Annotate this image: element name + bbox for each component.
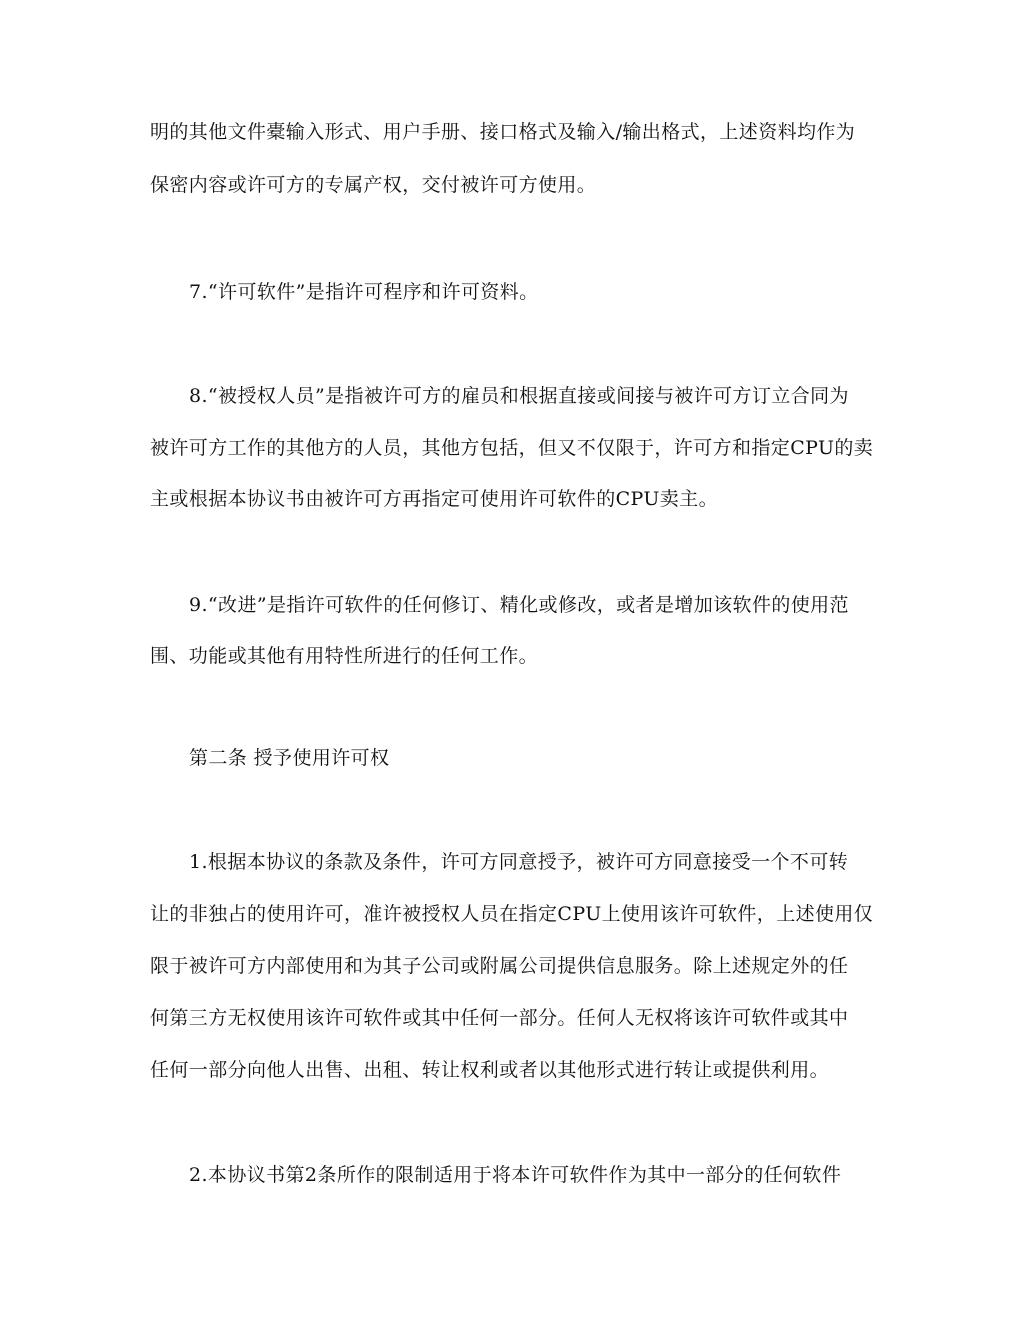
paragraph-line: 任何一部分向他人出售、出租、转让权利或者以其他形式进行转让或提供利用。	[150, 1059, 830, 1081]
paragraph-line: 限于被许可方内部使用和为其子公司或附属公司提供信息服务。除上述规定外的任	[150, 955, 849, 977]
definition-item-7: 7.“许可软件”是指许可程序和许可资料。	[189, 281, 539, 303]
definition-item-8: 8.“被授权人员”是指被许可方的雇员和根据直接或间接与被许可方订立合同为	[189, 385, 849, 407]
clause-item-1: 1.根据本协议的条款及条件，许可方同意授予，被许可方同意接受一个不可转	[189, 851, 849, 873]
definition-item-9: 9.“改进”是指许可软件的任何修订、精化或修改，或者是增加该软件的使用范	[189, 594, 849, 616]
section-heading: 第二条 授予使用许可权	[189, 747, 390, 769]
paragraph-line: 让的非独占的使用许可，准许被授权人员在指定CPU上使用该许可软件，上述使用仅	[150, 903, 874, 925]
paragraph-line: 被许可方工作的其他方的人员，其他方包括，但又不仅限于，许可方和指定CPU的卖	[150, 437, 874, 459]
paragraph-line: 主或根据本协议书由被许可方再指定可使用许可软件的CPU卖主。	[150, 488, 719, 510]
paragraph-line: 围、功能或其他有用特性所进行的任何工作。	[150, 645, 539, 667]
paragraph-line: 保密内容或许可方的专属产权，交付被许可方使用。	[150, 174, 597, 196]
paragraph-line: 何第三方无权使用该许可软件或其中任何一部分。任何人无权将该许可软件或其中	[150, 1007, 849, 1029]
paragraph-line: 明的其他文件橐输入形式、用户手册、接口格式及输入/输出格式，上述资料均作为	[150, 121, 856, 143]
clause-item-2: 2.本协议书第2条所作的限制适用于将本许可软件作为其中一部分的任何软件	[189, 1164, 842, 1186]
